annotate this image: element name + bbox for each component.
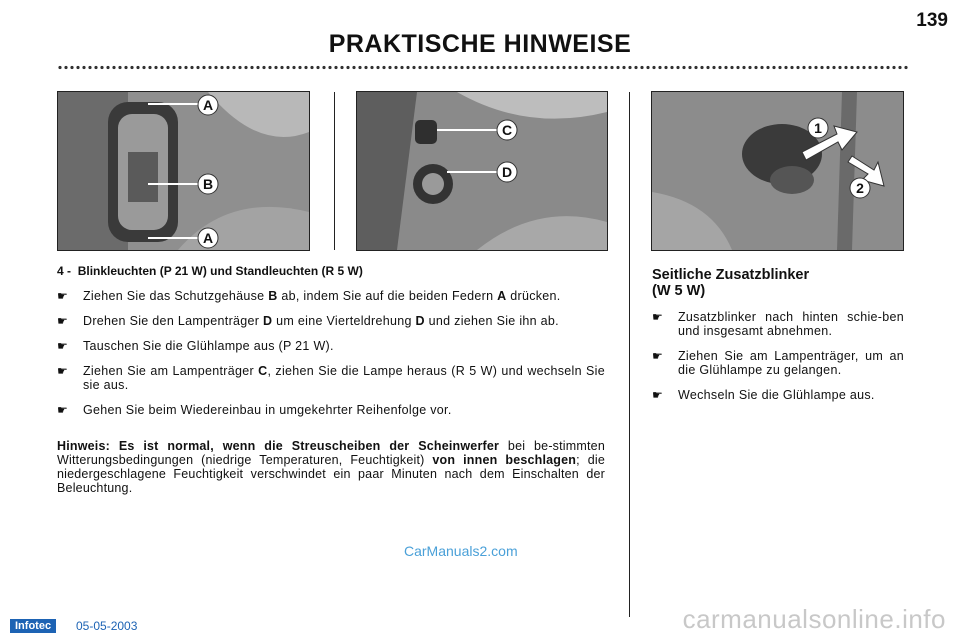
instruction-item: ☛ Wechseln Sie die Glühlampe aus. xyxy=(652,388,875,402)
instruction-item: ☛ Drehen Sie den Lampenträger D um eine Vierteldrehung D und ziehen Sie ihn ab. xyxy=(57,314,559,328)
instruction-item: ☛ Gehen Sie beim Wiedereinbau in umgekehrter Reihenfolge vor. xyxy=(57,403,452,417)
column-divider-left xyxy=(334,92,335,250)
instruction-item: ☛ Tauschen Sie die Glühlampe aus (P 21 W). xyxy=(57,339,334,353)
label-a-top: A xyxy=(202,97,214,113)
hand-pointer-icon: ☛ xyxy=(652,388,664,402)
section-heading-text: Blinkleuchten (P 21 W) und Standleuchten (R 5 W) xyxy=(77,264,363,278)
watermark-carmanualsonline[interactable]: carmanualsonline.info xyxy=(682,604,946,634)
hand-pointer-icon: ☛ xyxy=(57,339,69,353)
hand-pointer-icon: ☛ xyxy=(652,349,664,363)
print-date: 05-05-2003 xyxy=(76,619,138,633)
watermark-carmanuals2[interactable]: CarManuals2.com xyxy=(404,543,518,559)
section-heading xyxy=(57,264,605,278)
left-text-column xyxy=(57,264,605,495)
page-title: PRAKTISCHE HINWEISE xyxy=(328,30,632,58)
hand-pointer-icon: ☛ xyxy=(652,310,664,324)
instruction-item: ☛ Ziehen Sie am Lampenträger C, ziehen Sie die Lampe heraus (R 5 W) und wechseln Sie sie aus. xyxy=(57,364,606,392)
note-paragraph: Hinweis: Es ist normal, wenn die Streuscheiben der Scheinwerfer bei be-stimmten Witterungsbedingungen (niedrige Temperaturen, Feuchtigkeit) von innen beschlagen; die niedergeschlagene Feuchtigkeit verschwindet ein paar Minuten nach dem Einschalten der Beleuchtung. xyxy=(57,439,605,495)
instruction-item: ☛ Ziehen Sie das Schutzgehäuse B ab, indem Sie auf die beiden Federn A drücken. xyxy=(57,289,561,303)
dotted-divider xyxy=(57,65,909,70)
hand-pointer-icon: ☛ xyxy=(57,364,69,378)
hand-pointer-icon: ☛ xyxy=(57,314,69,328)
right-text-column xyxy=(652,267,904,402)
infotec-logo: Infotec xyxy=(10,619,56,633)
hand-pointer-icon: ☛ xyxy=(57,289,69,303)
hand-pointer-icon: ☛ xyxy=(57,403,69,417)
label-1: 1 xyxy=(814,120,822,136)
label-a-bottom: A xyxy=(202,230,214,246)
figure-side-indicator xyxy=(651,91,904,251)
instruction-item: ☛ Ziehen Sie am Lampenträger, um an die Glühlampe zu gelangen. xyxy=(652,349,904,377)
figure-bulb-holders xyxy=(356,91,608,251)
instruction-item: ☛ Zusatzblinker nach hinten schie-ben und insgesamt abnehmen. xyxy=(652,310,904,338)
label-d: D xyxy=(501,164,513,180)
label-2: 2 xyxy=(856,180,864,196)
column-divider-right xyxy=(629,92,630,617)
page-number: 139 xyxy=(916,10,948,31)
label-b: B xyxy=(202,176,214,192)
figure-taillight-housing xyxy=(57,91,310,251)
section-heading-number: 4 - xyxy=(57,264,72,278)
side-indicator-heading: Seitliche Zusatzblinker (W 5 W) xyxy=(652,267,810,299)
label-c: C xyxy=(501,122,513,138)
